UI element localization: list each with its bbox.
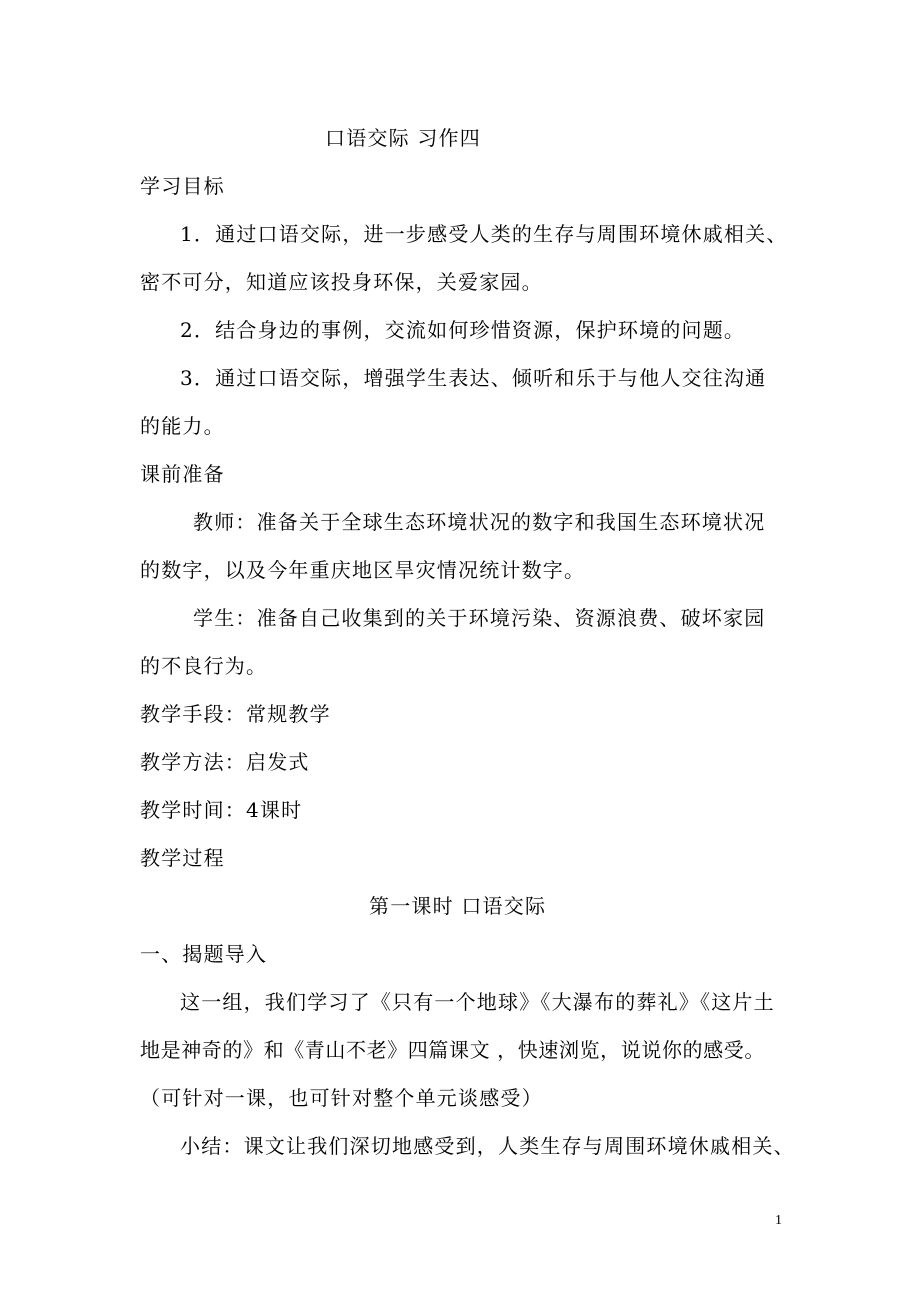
objective-1-line-1: 1．通过口语交际，进一步感受人类的生存与周围环境休戚相关、 — [180, 222, 788, 246]
objective-2: 2．结合身边的事例，交流如何珍惜资源，保护环境的问题。 — [180, 318, 746, 342]
intro-line-1: 这一组，我们学习了《只有一个地球》《大瀑布的葬礼》《这片土 — [180, 990, 775, 1014]
intro-line-3: （可针对一课，也可针对整个单元谈感受） — [140, 1086, 543, 1110]
teaching-method: 教学方法：启发式 — [140, 750, 310, 774]
summary-line-1: 小结：课文让我们深切地感受到，人类生存与周围环境休戚相关、 — [180, 1134, 795, 1158]
student-line-2: 的不良行为。 — [140, 654, 268, 678]
teacher-line-1: 教师：准备关于全球生态环境状况的数字和我国生态环境状况 — [193, 510, 766, 534]
objectives-heading: 学习目标 — [140, 174, 225, 198]
teaching-means: 教学手段：常规教学 — [140, 702, 331, 726]
document-title: 口语交际 习作四 — [325, 126, 481, 150]
student-line-1: 学生：准备自己收集到的关于环境污染、资源浪费、破坏家园 — [193, 606, 766, 630]
objective-3-line-2: 的能力。 — [140, 414, 225, 438]
intro-line-2: 地是神奇的》和《青山不老》四篇课文 ，快速浏览，说说你的感受。 — [140, 1038, 765, 1062]
objective-3-line-1: 3．通过口语交际，增强学生表达、倾听和乐于与他人交往沟通 — [180, 366, 767, 390]
lesson-1-title: 第一课时 口语交际 — [369, 894, 547, 918]
teacher-line-2: 的数字，以及今年重庆地区旱灾情况统计数字。 — [140, 558, 586, 582]
preparation-heading: 课前准备 — [140, 462, 225, 486]
page-number: 1 — [775, 1213, 782, 1228]
objective-1-line-2: 密不可分，知道应该投身环保，关爱家园。 — [140, 270, 543, 294]
process-heading: 教学过程 — [140, 846, 225, 870]
teaching-time: 教学时间：4课时 — [140, 798, 303, 822]
part-1-heading: 一、揭题导入 — [140, 942, 268, 966]
